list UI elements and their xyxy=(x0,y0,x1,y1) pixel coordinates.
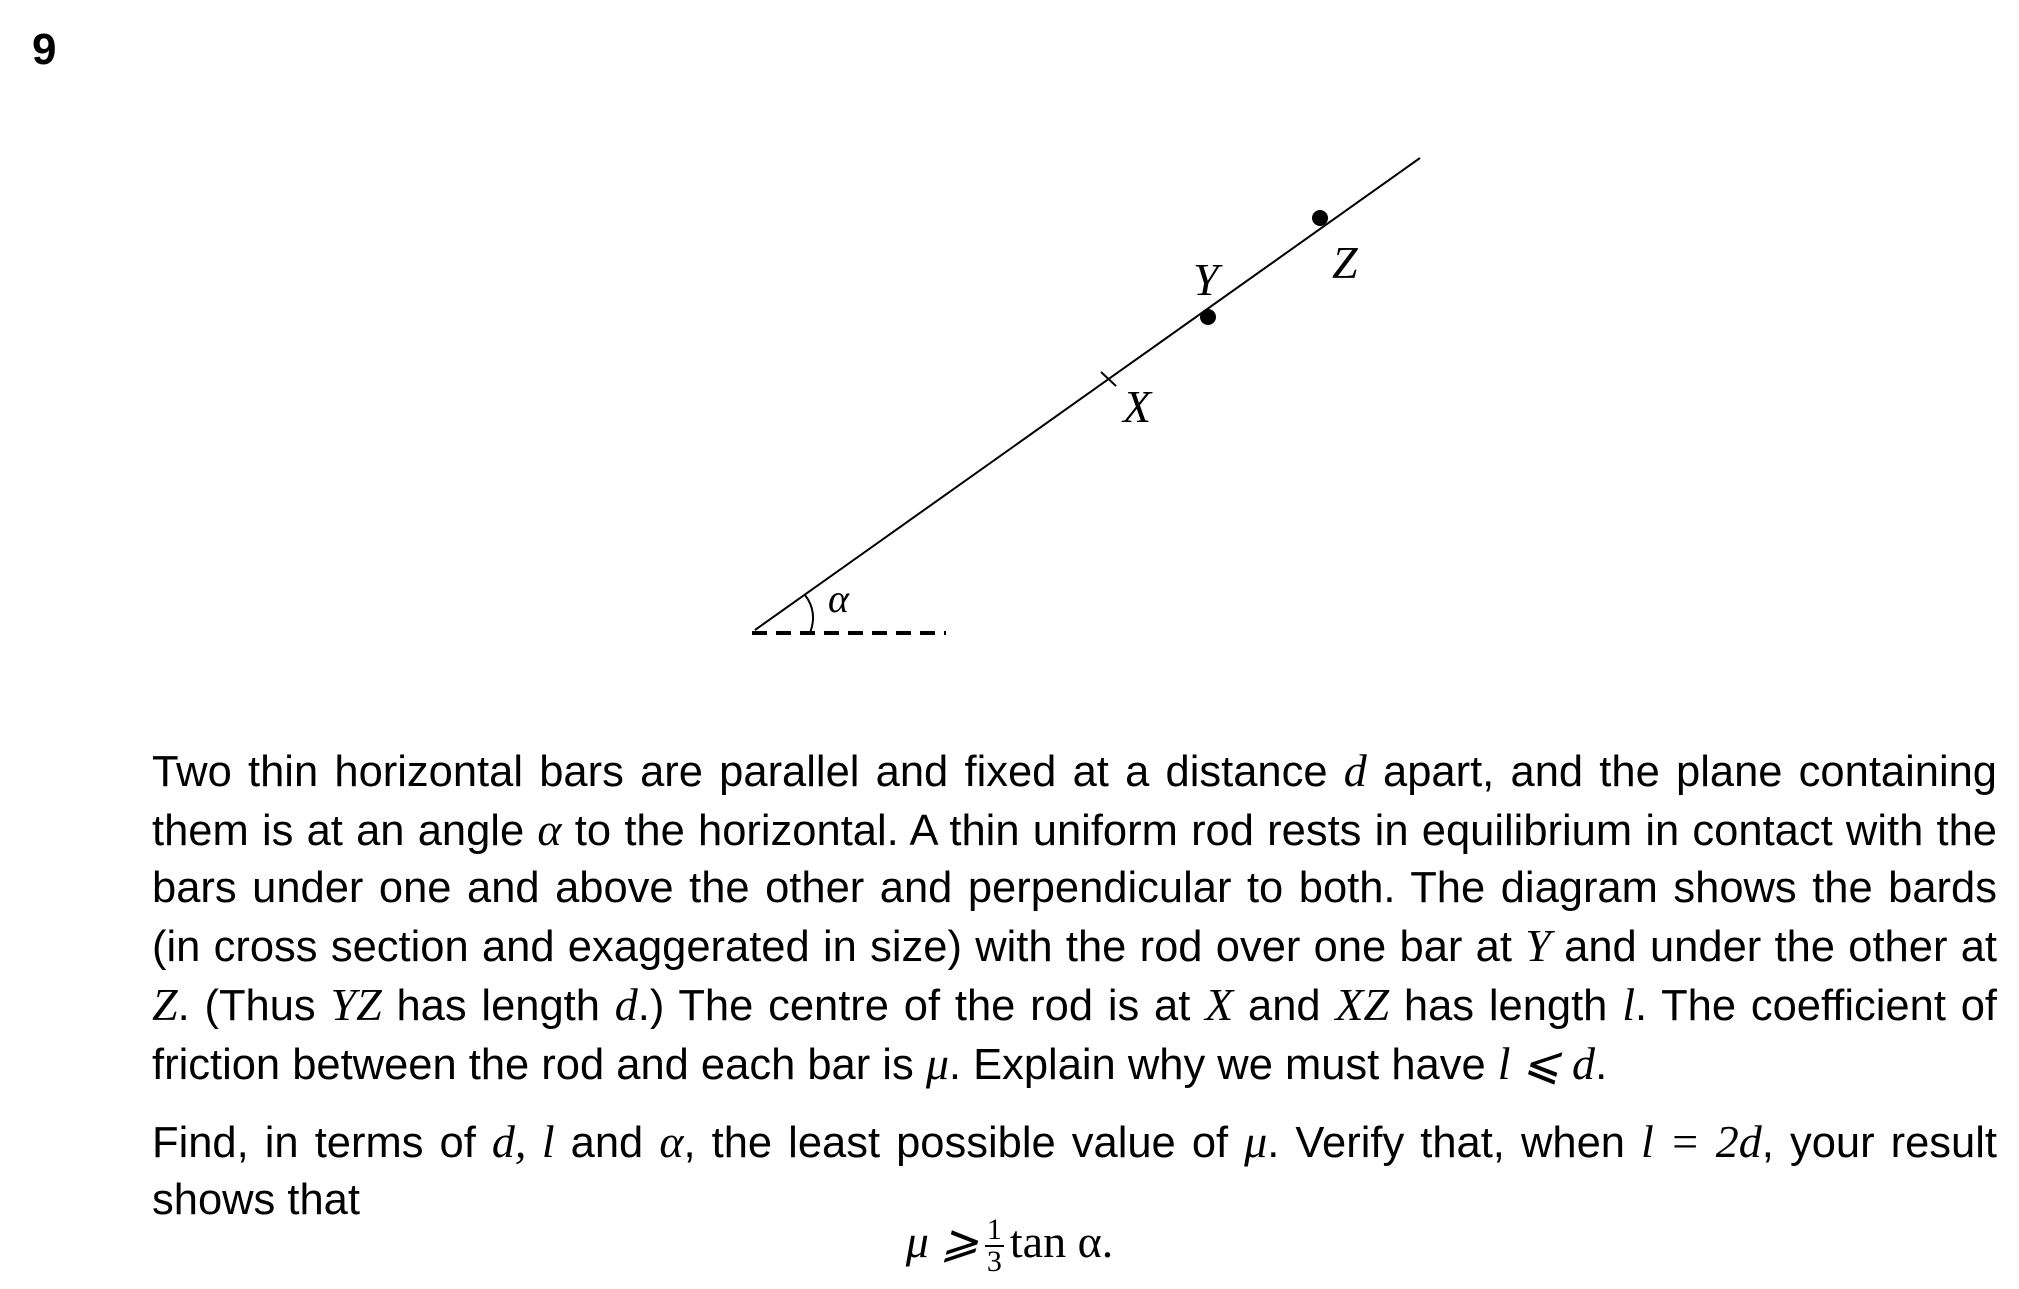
text-run: and xyxy=(554,1119,660,1167)
math-d: d xyxy=(614,979,638,1030)
text-run: to the horizontal. A thin uniform rod rests in equilibrium in contact with the bars under one and above the other and perpendicular to both. The diagram shows the bards (in cross section and exaggerated in size) with the rod over one bar at xyxy=(152,807,1997,971)
rod-line xyxy=(755,158,1420,630)
math-inequality: l ⩽ d xyxy=(1497,1038,1596,1089)
text-run: has length xyxy=(1389,982,1623,1030)
fraction-one-third xyxy=(985,1215,1004,1277)
text-run: .) The centre of the rod is at xyxy=(637,982,1206,1030)
text-run: and under the other at xyxy=(1550,923,1997,971)
text-run: . Verify that, when xyxy=(1267,1119,1642,1167)
angle-label: α xyxy=(828,576,849,621)
text-run: . The coefficient of friction between the rod and each bar is xyxy=(152,982,1997,1089)
text-run: , your result shows that xyxy=(152,1119,1998,1224)
math-xz: XZ xyxy=(1335,979,1390,1030)
math-alpha: α xyxy=(659,1116,684,1167)
math-d: d xyxy=(1343,745,1367,796)
text-run: , the least possible value of xyxy=(683,1119,1245,1167)
text-run: apart, and the plane containing them is at an angle xyxy=(152,748,1998,855)
math-z: Z xyxy=(152,979,178,1030)
text-run: Two thin horizontal bars are parallel and fixed at a distance xyxy=(152,748,1344,796)
fraction-numerator: 1 xyxy=(986,1213,1002,1247)
math-condition: l = 2d xyxy=(1641,1116,1762,1167)
paragraph-1 xyxy=(152,742,1997,1094)
equation-rhs: tan α. xyxy=(1009,1216,1114,1267)
text-run: Find, in terms of xyxy=(152,1119,492,1167)
equation-lhs: μ ⩾ xyxy=(905,1216,979,1267)
bar-z xyxy=(1312,210,1328,226)
text-run: . (Thus xyxy=(177,982,331,1030)
point-label-y: Y xyxy=(1193,254,1219,305)
angle-arc xyxy=(805,595,813,633)
bar-y xyxy=(1200,309,1216,325)
display-equation xyxy=(0,1212,2019,1277)
question-number: 9 xyxy=(32,25,57,74)
fraction-denominator: 3 xyxy=(986,1245,1002,1279)
math-l: l xyxy=(1622,979,1635,1030)
math-mu: μ xyxy=(925,1038,949,1089)
point-label-z: Z xyxy=(1332,237,1358,288)
text-run: . xyxy=(1595,1041,1608,1089)
question-text xyxy=(152,742,1997,1229)
point-label-x: X xyxy=(1123,381,1152,432)
text-run: . Explain why we must have xyxy=(948,1041,1498,1089)
math-mu: μ xyxy=(1244,1116,1268,1167)
math-alpha: α xyxy=(537,804,562,855)
math-yz: YZ xyxy=(330,979,382,1030)
math-x: X xyxy=(1205,979,1234,1030)
math-vars: d, l xyxy=(491,1116,555,1167)
math-y: Y xyxy=(1525,920,1551,971)
text-run: has length xyxy=(381,982,615,1030)
text-run: and xyxy=(1233,982,1336,1030)
